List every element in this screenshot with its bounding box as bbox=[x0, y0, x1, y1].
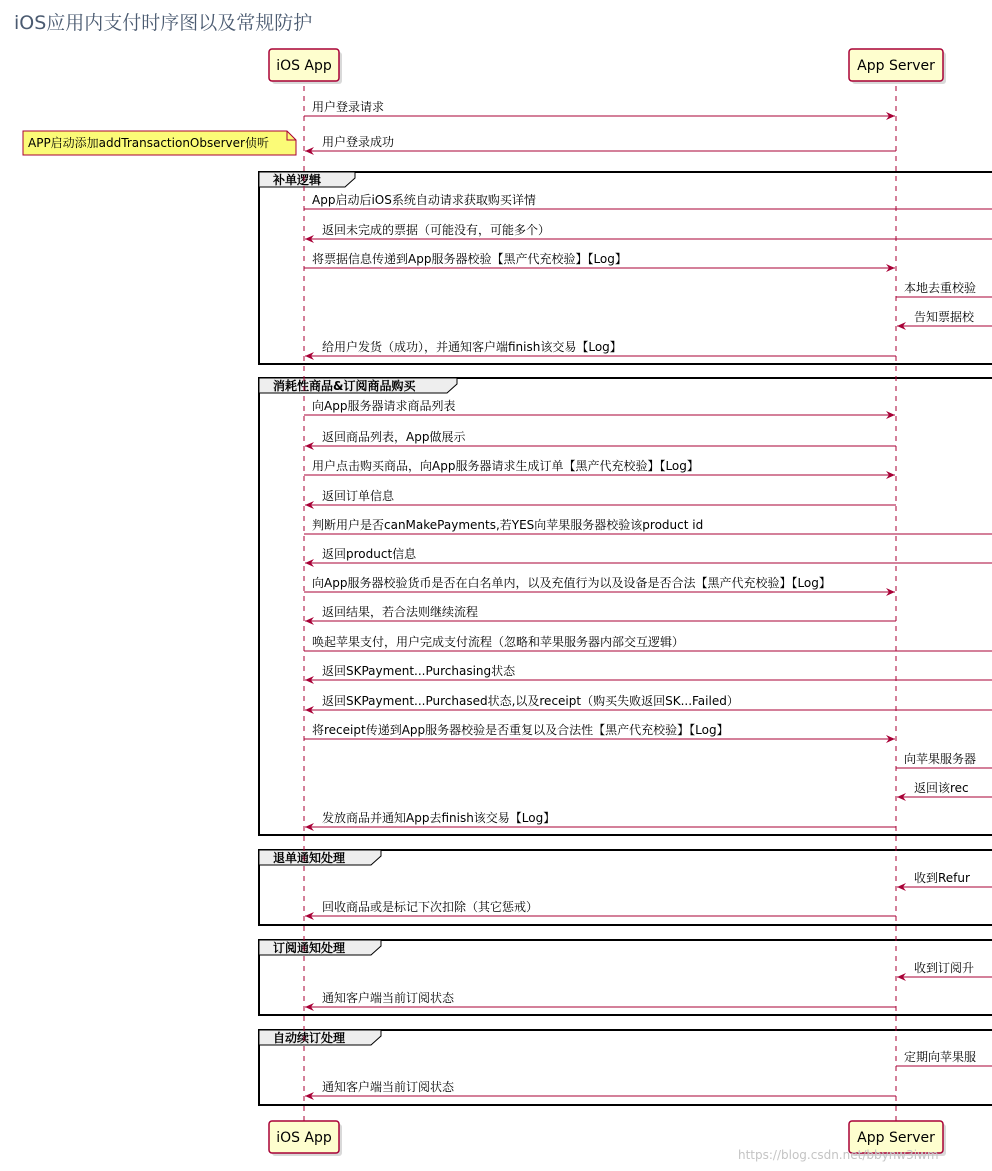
group-label: 退单通知处理 bbox=[273, 851, 346, 865]
note bbox=[23, 131, 296, 155]
message-label: 告知票据校 bbox=[914, 310, 975, 324]
participant-server-top bbox=[849, 49, 946, 84]
message-label: 本地去重校验 bbox=[904, 281, 977, 295]
participant-ios-bottom bbox=[269, 1121, 342, 1156]
message-label: 将票据信息传递到App服务器校验【黑产代充校验】【Log】 bbox=[312, 252, 627, 266]
message bbox=[897, 870, 992, 887]
message bbox=[305, 546, 992, 563]
participant-label: iOS App bbox=[276, 58, 332, 74]
group-label: 补单逻辑 bbox=[273, 173, 322, 187]
message-label: 判断用户是否canMakePayments,若YES向苹果服务器校验该product id bbox=[312, 518, 704, 532]
message bbox=[305, 339, 896, 356]
watermark: https://blog.csdn.net/bbynw3iwm bbox=[738, 1148, 939, 1162]
message-label: 将receipt传递到App服务器校验是否重复以及合法性【黑产代充校验】【Log】 bbox=[312, 723, 729, 737]
participant-label: App Server bbox=[857, 1130, 935, 1146]
message bbox=[305, 222, 992, 239]
message bbox=[305, 810, 896, 827]
message-label: 返回商品列表，App做展示 bbox=[322, 430, 466, 444]
note-text: APP启动添加addTransactionObserver侦听 bbox=[28, 136, 269, 150]
message-label: 返回订单信息 bbox=[322, 489, 395, 503]
message-label: 返回未完成的票据（可能没有，可能多个） bbox=[322, 223, 551, 237]
message bbox=[305, 604, 896, 621]
message-label: 向App服务器校验货币是否在白名单内，以及充值行为以及设备是否合法【黑产代充校验】【Log】 bbox=[312, 576, 831, 590]
message bbox=[896, 280, 992, 297]
message-label: 用户点击购买商品，向App服务器请求生成订单【黑产代充校验】【Log】 bbox=[312, 459, 699, 473]
message bbox=[305, 899, 896, 916]
message bbox=[304, 458, 895, 475]
message bbox=[305, 693, 992, 710]
message bbox=[304, 517, 992, 534]
group-label: 自动续订处理 bbox=[273, 1031, 346, 1045]
message-label: 回收商品或是标记下次扣除（其它惩戒） bbox=[322, 900, 539, 914]
message bbox=[305, 134, 896, 151]
message-label: 向App服务器请求商品列表 bbox=[312, 399, 456, 413]
message bbox=[897, 960, 992, 977]
group-label: 订阅通知处理 bbox=[273, 941, 346, 955]
message-label: 唤起苹果支付，用户完成支付流程（忽略和苹果服务器内部交互逻辑） bbox=[312, 635, 685, 649]
message-label: 用户登录成功 bbox=[322, 135, 395, 149]
message-label: 收到订阅升 bbox=[914, 961, 975, 975]
message bbox=[304, 251, 895, 268]
page-title: iOS应用内支付时序图以及常规防护 bbox=[14, 12, 313, 34]
message-label: 定期向苹果服 bbox=[904, 1050, 977, 1064]
message bbox=[304, 575, 895, 592]
message-label: 通知客户端当前订阅状态 bbox=[322, 1080, 455, 1094]
message bbox=[304, 99, 895, 116]
message-label: 返回SKPayment...Purchasing状态 bbox=[322, 664, 516, 678]
message-label: 返回结果，若合法则继续流程 bbox=[322, 605, 479, 619]
message-label: 用户登录请求 bbox=[312, 100, 385, 114]
participant-label: App Server bbox=[857, 58, 935, 74]
message bbox=[304, 722, 895, 739]
message bbox=[304, 634, 992, 651]
message bbox=[304, 398, 895, 415]
message bbox=[305, 1079, 896, 1096]
message bbox=[896, 1049, 992, 1066]
message-label: 发放商品并通知App去finish该交易【Log】 bbox=[322, 811, 556, 825]
message bbox=[304, 192, 992, 209]
message-label: 返回该rec bbox=[914, 781, 969, 795]
group-label: 消耗性商品&订阅商品购买 bbox=[273, 379, 416, 393]
participant-label: iOS App bbox=[276, 1130, 332, 1146]
message-label: 给用户发货（成功），并通知客户端finish该交易【Log】 bbox=[322, 340, 622, 354]
message bbox=[305, 429, 896, 446]
message bbox=[305, 663, 992, 680]
message-label: App启动后iOS系统自动请求获取购买详情 bbox=[312, 193, 536, 207]
message-label: 通知客户端当前订阅状态 bbox=[322, 991, 455, 1005]
participant-ios-top bbox=[269, 49, 342, 84]
message-label: 返回SKPayment...Purchased状态,以及receipt（购买失败返回SK...Failed） bbox=[322, 694, 739, 708]
message-label: 返回product信息 bbox=[322, 547, 417, 561]
message bbox=[305, 990, 896, 1007]
message bbox=[305, 488, 896, 505]
message bbox=[897, 780, 992, 797]
message bbox=[897, 309, 992, 326]
message-label: 收到Refur bbox=[914, 871, 970, 885]
message-label: 向苹果服务器 bbox=[904, 752, 977, 766]
message bbox=[896, 752, 992, 768]
